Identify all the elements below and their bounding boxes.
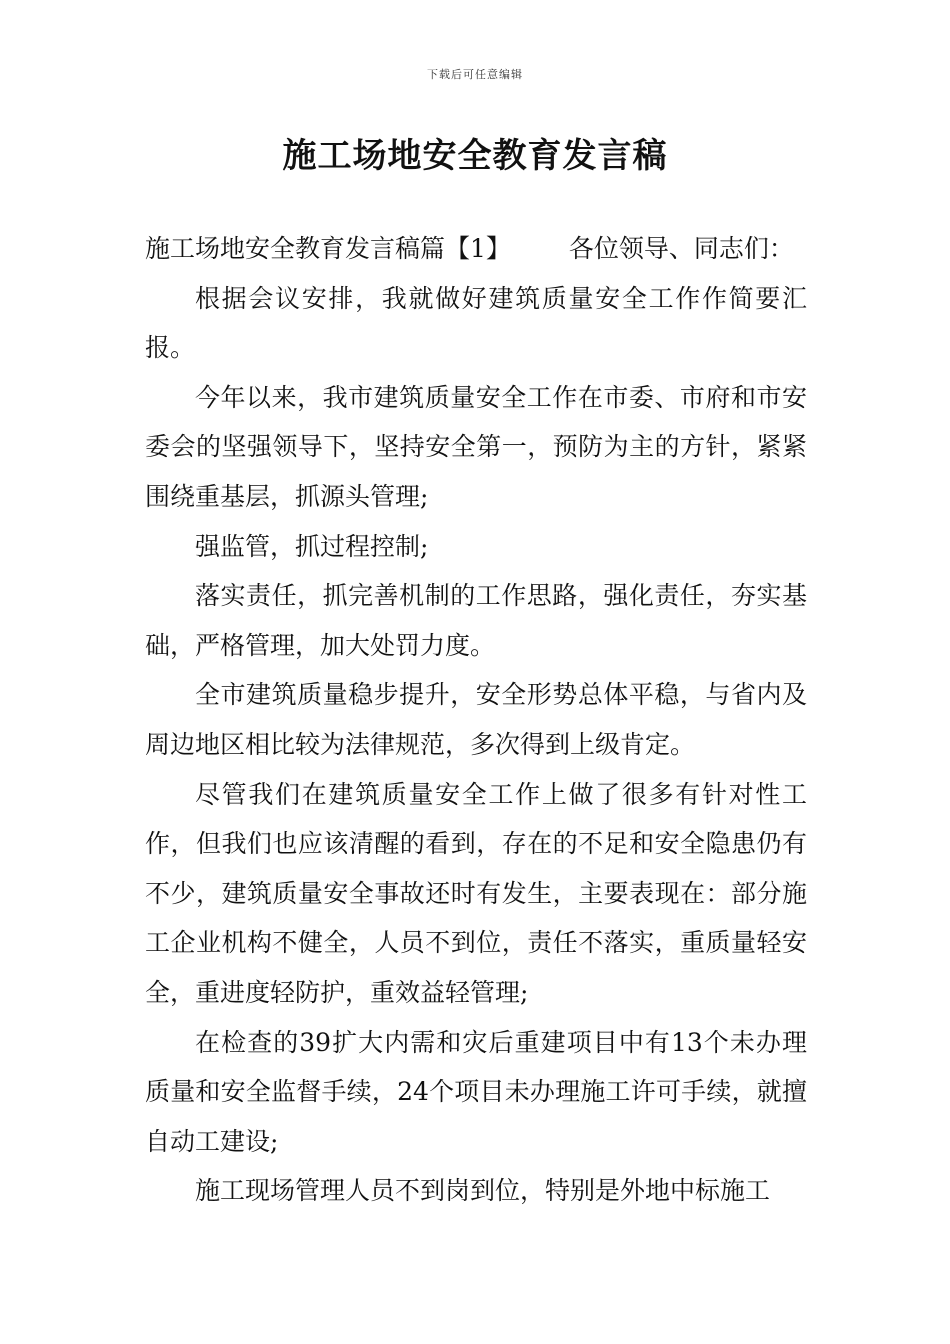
paragraph: 今年以来，我市建筑质量安全工作在市委、市府和市安委会的坚强领导下，坚持安全第一，预防为主的方针，紧紧围绕重基层，抓源头管理; [145,382,807,511]
paragraph: 全市建筑质量稳步提升，安全形势总体平稳，与省内及周边地区相比较为法律规范，多次得到上级肯定。 [145,680,807,759]
salutation: 各位领导、同志们： [568,234,794,263]
paragraph: 尽管我们在建筑质量安全工作上做了很多有针对性工作，但我们也应该清醒的看到，存在的不足和安全隐患仍有不少，建筑质量安全事故还时有发生，主要表现在：部分施工企业机构不健全，人员不到位，责任不落实，重质量轻安全，重进度轻防护，重效益轻管理; [145,779,807,1007]
header-note: 下载后可任意编辑 [427,68,523,81]
paragraph: 强监管，抓过程控制; [195,531,429,561]
paragraph: 在检查的39扩大内需和灾后重建项目中有13个未办理质量和安全监督手续，24个项目未办理施工许可手续，就擅自动工建设; [145,1027,807,1156]
document-body [145,224,807,1216]
paragraph: 根据会议安排，我就做好建筑质量安全工作作简要汇报。 [145,283,807,363]
paragraph: 落实责任，抓完善机制的工作思路，强化责任，夯实基础，严格管理，加大处罚力度。 [145,581,807,660]
paragraph: 施工现场管理人员不到岗到位，特别是外地中标施工 [195,1176,771,1206]
section-heading: 施工场地安全教育发言稿篇【1】 [145,234,511,263]
document-title: 施工场地安全教育发言稿 [282,136,668,176]
opening-line [145,224,807,274]
